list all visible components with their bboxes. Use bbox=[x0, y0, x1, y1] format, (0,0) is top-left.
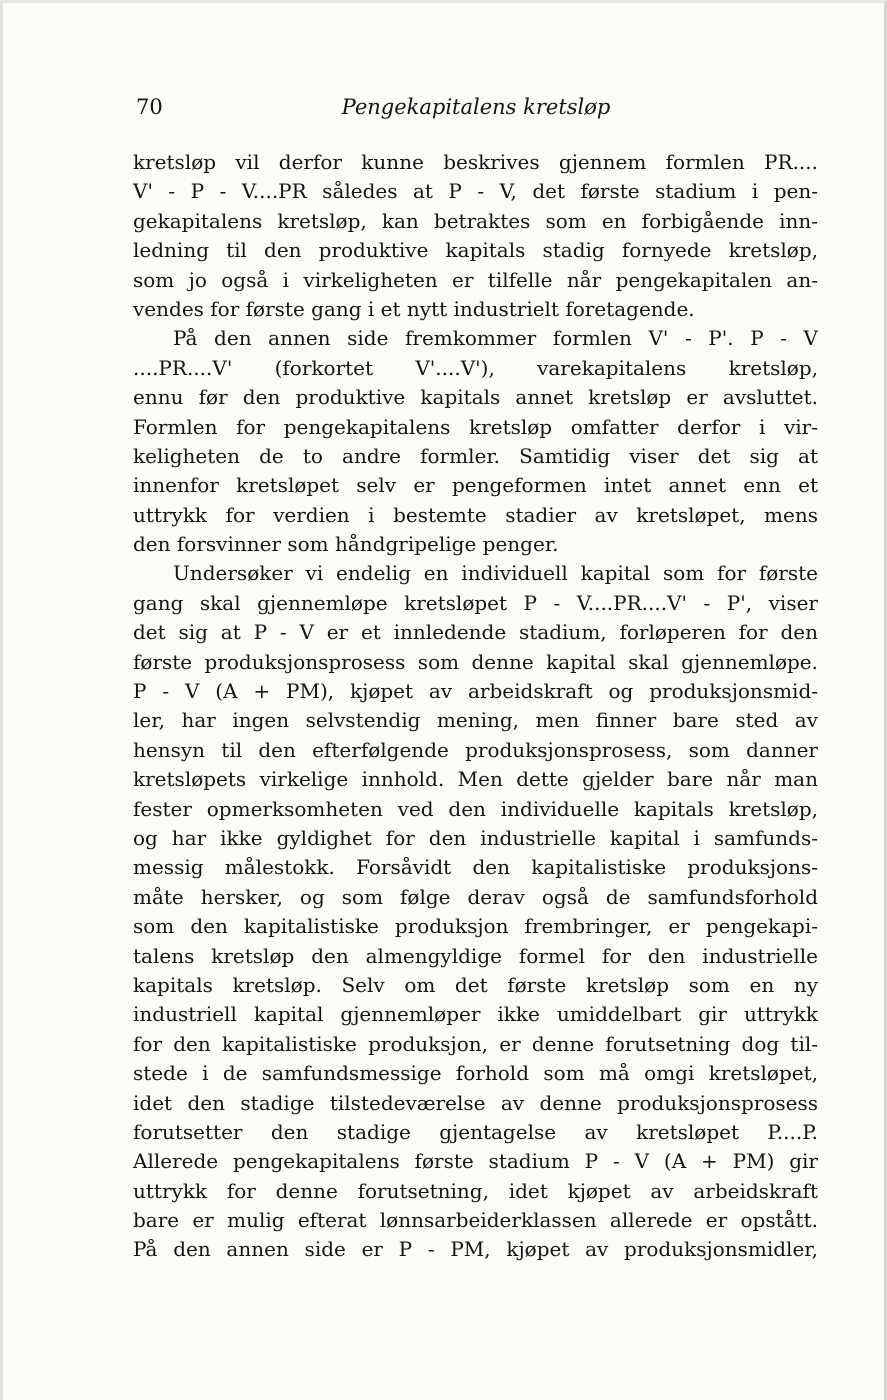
text-line: stede i de samfundsmessige forhold som må omgi kretsløpet, bbox=[133, 1061, 818, 1086]
text-line: På den annen side fremkommer formlen V' - P'. P - V bbox=[173, 326, 818, 351]
body-text bbox=[133, 148, 818, 1265]
text-line: som den kapitalistiske produksjon frembringer, er pengekapi- bbox=[133, 914, 818, 939]
text-line: bare er mulig efterat lønnsarbeiderklassen allerede er opstått. bbox=[133, 1208, 818, 1233]
text-line: industriell kapital gjennemløper ikke umiddelbart gir uttrykk bbox=[133, 1002, 818, 1027]
text-line: for den kapitalistiske produksjon, er denne forutsetning dog til- bbox=[133, 1031, 818, 1056]
text-line: hensyn til den efterfølgende produksjonsprosess, som danner bbox=[133, 737, 818, 762]
text-line: som jo også i virkeligheten er tilfelle når pengekapitalen an- bbox=[133, 267, 818, 292]
text-line: Allerede pengekapitalens første stadium P - V (A + PM) gir bbox=[133, 1149, 818, 1174]
text-line: P - V (A + PM), kjøpet av arbeidskraft og produksjonsmid- bbox=[133, 679, 818, 704]
text-line: keligheten de to andre formler. Samtidig viser det sig at bbox=[133, 443, 818, 468]
text-line: Undersøker vi endelig en individuell kapital som for første bbox=[173, 561, 818, 586]
text-line: måte hersker, og som følge derav også de samfundsforhold bbox=[133, 884, 818, 909]
text-line: V' - P - V....PR således at P - V, det første stadium i pen- bbox=[133, 179, 818, 204]
text-line: messig målestokk. Forsåvidt den kapitalistiske produksjons- bbox=[133, 855, 818, 880]
text-line: ler, har ingen selvstendig mening, men finner bare sted av bbox=[133, 708, 818, 733]
text-line: Formlen for pengekapitalens kretsløp omfatter derfor i vir- bbox=[133, 414, 818, 439]
text-line: forutsetter den stadige gjentagelse av kretsløpet P....P. bbox=[133, 1119, 818, 1144]
text-line: det sig at P - V er et innledende stadium, forløperen for den bbox=[133, 620, 818, 645]
text-line: innenfor kretsløpet selv er pengeformen intet annet enn et bbox=[133, 473, 818, 498]
text-line: gang skal gjennemløpe kretsløpet P - V....PR....V' - P', viser bbox=[133, 590, 818, 615]
text-line: uttrykk for verdien i bestemte stadier av kretsløpet, mens bbox=[133, 502, 818, 527]
text-line: uttrykk for denne forutsetning, idet kjøpet av arbeidskraft bbox=[133, 1178, 818, 1203]
text-line: fester opmerksomheten ved den individuelle kapitals kretsløp, bbox=[133, 796, 818, 821]
text-line: og har ikke gyldighet for den industrielle kapital i samfunds- bbox=[133, 825, 818, 850]
text-line: gekapitalens kretsløp, kan betraktes som en forbigående inn- bbox=[133, 208, 818, 233]
text-line: den forsvinner som håndgripelige penger. bbox=[133, 532, 559, 557]
text-line: idet den stadige tilstedeværelse av denne produksjonsprosess bbox=[133, 1090, 818, 1115]
text-line: vendes for første gang i et nytt industrielt foretagende. bbox=[133, 296, 695, 321]
text-line: På den annen side er P - PM, kjøpet av produksjonsmidler, bbox=[133, 1237, 818, 1262]
text-line: første produksjonsprosess som denne kapital skal gjennemløpe. bbox=[133, 649, 818, 674]
text-line: kretsløp vil derfor kunne beskrives gjennem formlen PR.... bbox=[133, 150, 818, 174]
text-line: talens kretsløp den almengyldige formel for den industrielle bbox=[133, 943, 818, 968]
page-header bbox=[136, 95, 816, 125]
text-line: kretsløpets virkelige innhold. Men dette gjelder bare når man bbox=[133, 767, 818, 792]
text-line: kapitals kretsløp. Selv om det første kretsløp som en ny bbox=[133, 972, 818, 997]
page-number: 70 bbox=[136, 95, 163, 119]
running-title: Pengekapitalens kretsløp bbox=[341, 95, 611, 119]
text-line: ....PR....V' (forkortet V'....V'), varekapitalens kretsløp, bbox=[133, 355, 818, 380]
text-line: ledning til den produktive kapitals stadig fornyede kretsløp, bbox=[133, 238, 818, 263]
text-line: ennu før den produktive kapitals annet kretsløp er avsluttet. bbox=[133, 385, 818, 410]
